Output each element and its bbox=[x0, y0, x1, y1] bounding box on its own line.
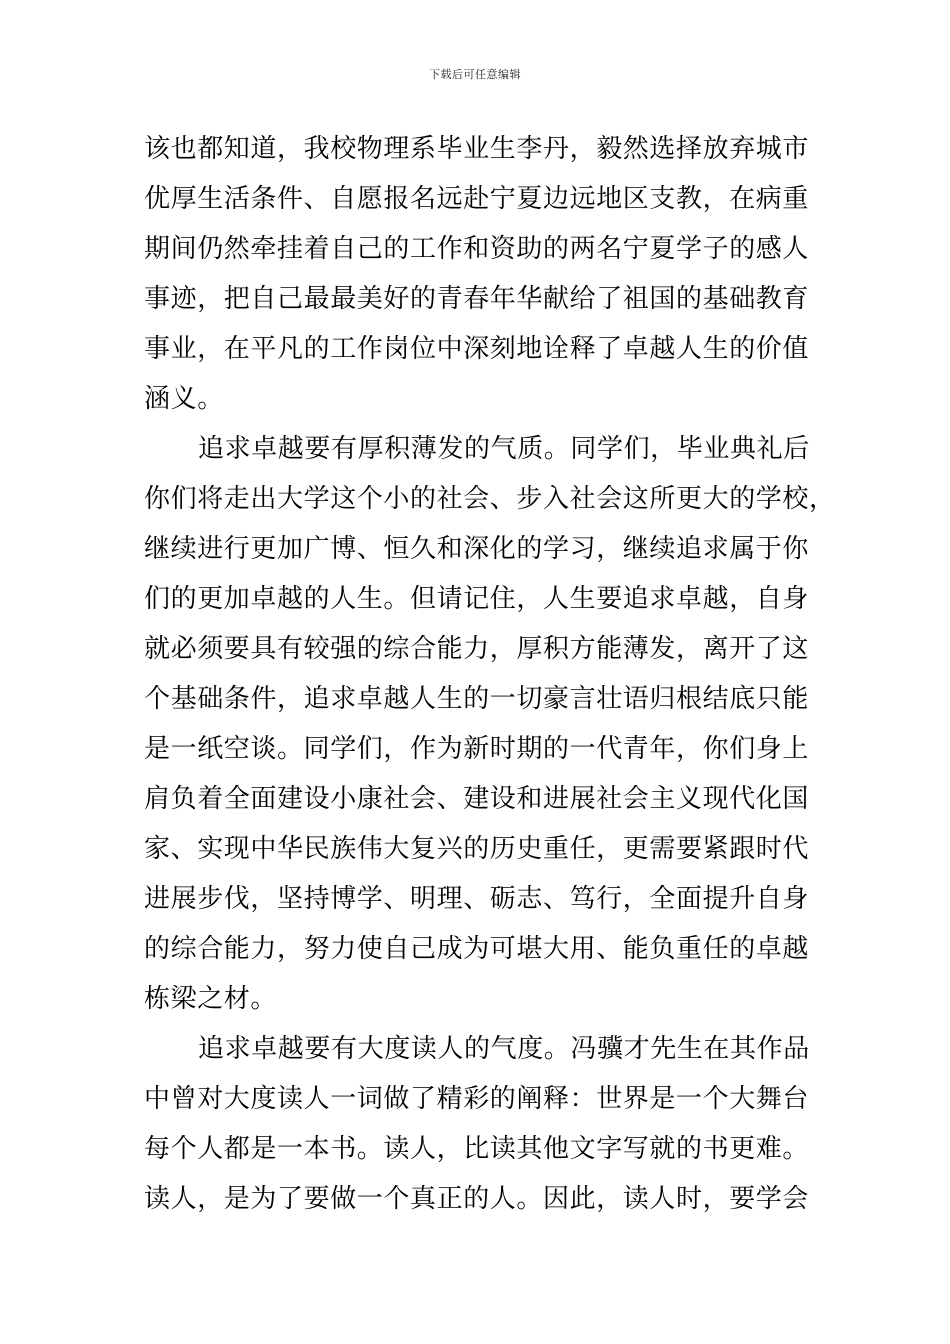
text-line: 继续进行更加广博、恒久和深化的学习，继续追求属于你 bbox=[144, 534, 810, 564]
text-line: 优厚生活条件、自愿报名远赴宁夏边远地区支教，在病重 bbox=[144, 184, 810, 214]
text-line: 期间仍然牵挂着自己的工作和资助的两名宁夏学子的感人 bbox=[144, 234, 810, 264]
text-line: 每个人都是一本书。读人，比读其他文字写就的书更难。 bbox=[144, 1134, 810, 1164]
text-line: 肩负着全面建设小康社会、建设和进展社会主义现代化国 bbox=[144, 784, 810, 814]
text-line: 追求卓越要有大度读人的气度。冯骥才先生在其作品 bbox=[198, 1034, 810, 1064]
text-line: 涵义。 bbox=[144, 384, 224, 414]
text-line: 个基础条件，追求卓越人生的一切豪言壮语归根结底只能 bbox=[144, 684, 810, 714]
text-line: 该也都知道，我校物理系毕业生李丹，毅然选择放弃城市 bbox=[144, 134, 810, 164]
text-line: 家、实现中华民族伟大复兴的历史重任，更需要紧跟时代 bbox=[144, 834, 810, 864]
text-line: 事业，在平凡的工作岗位中深刻地诠释了卓越人生的价值 bbox=[144, 334, 810, 364]
text-line: 的综合能力，努力使自己成为可堪大用、能负重任的卓越 bbox=[144, 934, 810, 964]
text-line: 中曾对大度读人一词做了精彩的阐释：世界是一个大舞台 bbox=[144, 1084, 810, 1114]
text-line: 栋梁之材。 bbox=[144, 984, 278, 1014]
text-line: 你们将走出大学这个小的社会、步入社会这所更大的学校， bbox=[144, 484, 836, 514]
text-line: 读人，是为了要做一个真正的人。因此，读人时，要学会 bbox=[144, 1184, 810, 1214]
text-line: 就必须要具有较强的综合能力，厚积方能薄发，离开了这 bbox=[144, 634, 810, 664]
document-body bbox=[144, 124, 836, 1224]
text-line: 进展步伐，坚持博学、明理、砺志、笃行，全面提升自身 bbox=[144, 884, 810, 914]
text-line: 事迹，把自己最最美好的青春年华献给了祖国的基础教育 bbox=[144, 284, 810, 314]
text-line: 是一纸空谈。同学们，作为新时期的一代青年，你们身上 bbox=[144, 734, 810, 764]
text-line: 们的更加卓越的人生。但请记住，人生要追求卓越，自身 bbox=[144, 584, 810, 614]
text-line: 追求卓越要有厚积薄发的气质。同学们，毕业典礼后 bbox=[198, 434, 810, 464]
page-header: 下载后可任意编辑 bbox=[429, 68, 521, 81]
